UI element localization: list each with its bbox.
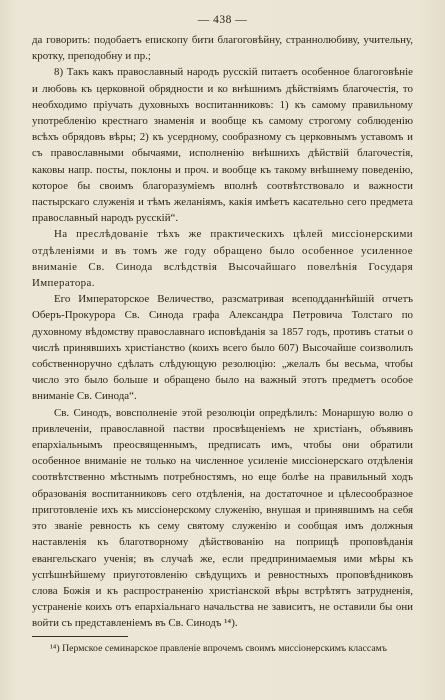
footnote: ¹⁴) Пермское семинарское правленіе впрочемъ своимъ миссіонерскимъ классамъ: [50, 642, 387, 654]
paragraph-imperial-resolution: Его Императорское Величество, разсматривая всеподданнѣйшій отчетъ Оберъ-Прокурора Св. Синода графа Александра Петровича Толстаго по духовному вѣдомству православнаго исповѣданія за 1857 годъ, противъ статьи о числѣ принявшихъ христіанство (коихъ всего было 607) Высочайше соизволилъ собственноручно сдѣлать слѣдующую резолюцію: „желалъ бы весьма, чтобы число это было больше и обращено было на важный этотъ предметъ особое вниманіе Св. Синода“.: [32, 293, 413, 403]
page-number: — 438 —: [197, 14, 248, 26]
footnote-divider: [32, 636, 128, 637]
paragraph-continuation: да говорить: подобаетъ епископу бити благоговѣйну, страннолюбиву, учительну, кротку, преподобну и пр.;: [32, 34, 413, 63]
paragraph-synod-decision: Св. Синодъ, вовсполненіе этой резолюціи опредѣлилъ: Монаршую волю о привлеченіи, православной пастви просвѣщеніемъ не христіанъ, объявивъ епархіальнымъ преосвященнымъ, предписать имъ, чтобы они обратили особенное вниманіе не только на численное усиленіе миссіонерскаго отдѣленія соотвѣтственно мѣстнымъ потребностямъ, но еще болѣе на правильный ходъ образованія воспитанниковъ сего отдѣленія, на достаточное и цѣлесообразное приготовленіе ихъ къ миссіонерскому служенію, внушая и принявшимъ на себя это званіе ревность къ сему святому служенію и сообщая имъ должныя наставленія къ благотворному дѣйствованію на поприщѣ проповѣданія евангельскаго ученія; въ случаѣ же, если предпринимаемыя ими мѣры къ успѣшнѣйшему приуготовленію свѣдущихъ и ревностныхъ проповѣдниковъ слова Божія и къ распространенію христіанской вѣры встрѣтятъ затрудненія, устраненіе коихъ отъ епархіальнаго начальства не зависитъ, не оставили бы они войти съ представленіемъ въ Св. Синодъ ¹⁴).: [32, 406, 413, 630]
paragraph-point-8: 8) Такъ какъ православный народъ русскій питаетъ особенное благоговѣніе и любовь къ церковной обрядности и ко внѣшнимъ дѣйствіямъ благочестія, то необходимо пріучать духовныхъ воспитанниковъ: 1) къ самому правильному употребленію крестнаго знаменія и вообще къ самому строгому соблюденію всѣхъ обрядовъ вѣры; 2) къ усердному, сообразному съ церковнымъ уставомъ и съ православными обычаями, исполненію внѣшнихъ дѣйствій благочестія, каковы напр. посты, поклоны и проч. и вообще къ такому внѣшнему поведенію, которое бы своимъ благоразуміемъ вполнѣ соотвѣтствовало и важности пастырскаго служенія и тѣмъ желаніямъ, какія имѣетъ касательно сего предмета православный народъ русскій“.: [32, 66, 413, 225]
paragraph-missionary-departments: На преслѣдованіе тѣхъ же практическихъ цѣлей миссіонерскими отдѣленіями и въ томъ же году обращено было особенное усиленное вниманіе Св. Синода вслѣдствія Высочайшаго повелѣнія Государя Императора.: [32, 228, 413, 290]
